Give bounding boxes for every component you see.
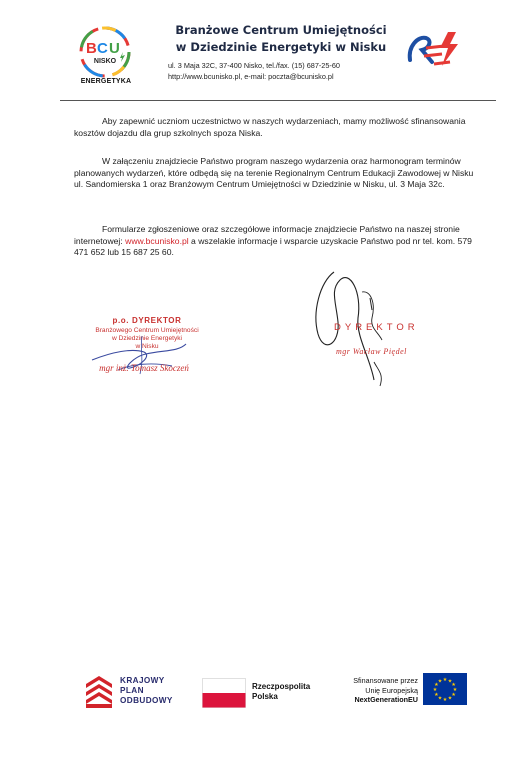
paragraph-3-text-a: Formularze zgłoszeniowe oraz szczegółowe informacje znajdziecie Państwo na naszej stronie internetowej: <box>74 224 460 246</box>
eu-star: ★ <box>432 687 438 693</box>
kpo-logo-icon <box>84 674 114 710</box>
eu-star: ★ <box>437 678 443 685</box>
paragraph-1 <box>74 116 478 139</box>
header-address <box>168 60 408 82</box>
left-signature-name: mgr inż. Tomasz Skoczeń <box>99 363 189 373</box>
left-signature-org-line3: w Nisku <box>135 343 159 350</box>
paragraph-1-text: Aby zapewnić uczniom uczestnictwo w naszych wydarzeniach, mamy możliwość sfinansowania kosztów dojazdu dla grup szkolnych spoza Niska. <box>74 116 466 138</box>
header-address-line1: ul. 3 Maja 32C, 37-400 Nisko, tel./fax. (15) 687-25-60 <box>168 61 340 70</box>
eu-star: ★ <box>447 695 453 702</box>
eu-star: ★ <box>452 687 458 693</box>
paragraph-3-text-b: a wszelakie informacje i wsparcie uzyskacie Państwo pod nr tel. kom. 579 471 652 lub 15 687 25 60. <box>74 235 472 258</box>
eu-star: ★ <box>442 677 448 683</box>
bcu-logo-label: ENERGETYKA <box>80 78 132 85</box>
paragraph-3 <box>74 224 478 259</box>
bcu-letter-c: C <box>97 40 108 57</box>
kpo-logo-text <box>120 676 173 706</box>
eu-star: ★ <box>437 695 443 702</box>
website-link[interactable]: www.bcunisko.pl <box>125 235 189 246</box>
rcez-logo <box>404 26 464 72</box>
eu-line3: NextGenerationEU <box>354 695 418 704</box>
eu-star: ★ <box>442 697 448 703</box>
eu-flag-icon <box>423 673 467 705</box>
bcu-logo <box>74 22 136 84</box>
paragraph-2-text: W załączeniu znajdziecie Państwo program naszego wydarzenia oraz harmonogram terminów planowanych wydarzeń, które odbędą się na terenie Regionalnym Centrum Edukacji Zawodowej w Nisku ul. Sandomierska 1 oraz Branżowym Centrum Umiejętności w Dziedzinie w Nisku, ul. 3 Maja 32c. <box>74 156 474 190</box>
rp-line2: Polska <box>252 692 278 701</box>
eu-star: ★ <box>447 678 453 685</box>
header-title-line2: w Dziedzinie Energetyki w Nisku <box>175 40 387 54</box>
left-signature-org-line2: w Dziedzinie Energetyki <box>112 335 182 342</box>
kpo-line3: ODBUDOWY <box>120 696 173 705</box>
kpo-line2: PLAN <box>120 686 144 695</box>
header-address-line2[interactable]: http://www.bcunisko.pl, e-mail: poczta@bcunisko.pl <box>168 72 334 81</box>
left-signature-org-line1: Branżowego Centrum Umiejętności <box>95 327 199 334</box>
header-title-line1: Branżowe Centrum Umiejętności <box>175 23 387 37</box>
header-title <box>150 22 412 56</box>
right-signature-title: DYREKTOR <box>334 322 419 333</box>
eu-star: ★ <box>451 692 456 698</box>
eu-line2: Unię Europejską <box>365 685 418 695</box>
eu-star: ★ <box>434 682 439 688</box>
poland-flag-icon <box>202 678 246 708</box>
bcu-letter-u: U <box>109 40 120 57</box>
rcez-logo-icon <box>404 26 464 72</box>
paragraph-2 <box>74 156 478 191</box>
header-divider <box>60 100 496 101</box>
right-signature-name: mgr Wacław Piędel <box>336 347 407 356</box>
left-signature-title: p.o. DYREKTOR <box>112 316 182 325</box>
bcu-letter-b: B <box>86 40 97 57</box>
eu-funding-text <box>332 676 418 705</box>
bcu-logo-icon <box>74 22 136 84</box>
eu-star: ★ <box>451 682 456 688</box>
eu-star: ★ <box>434 692 439 698</box>
kpo-line1: KRAJOWY <box>120 676 165 685</box>
rp-line1: Rzeczpospolita <box>252 682 311 691</box>
eu-line1: Sfinansowane przez <box>353 676 418 685</box>
bcu-logo-sub: NISKO <box>93 58 117 65</box>
rp-logo-text <box>252 682 310 702</box>
